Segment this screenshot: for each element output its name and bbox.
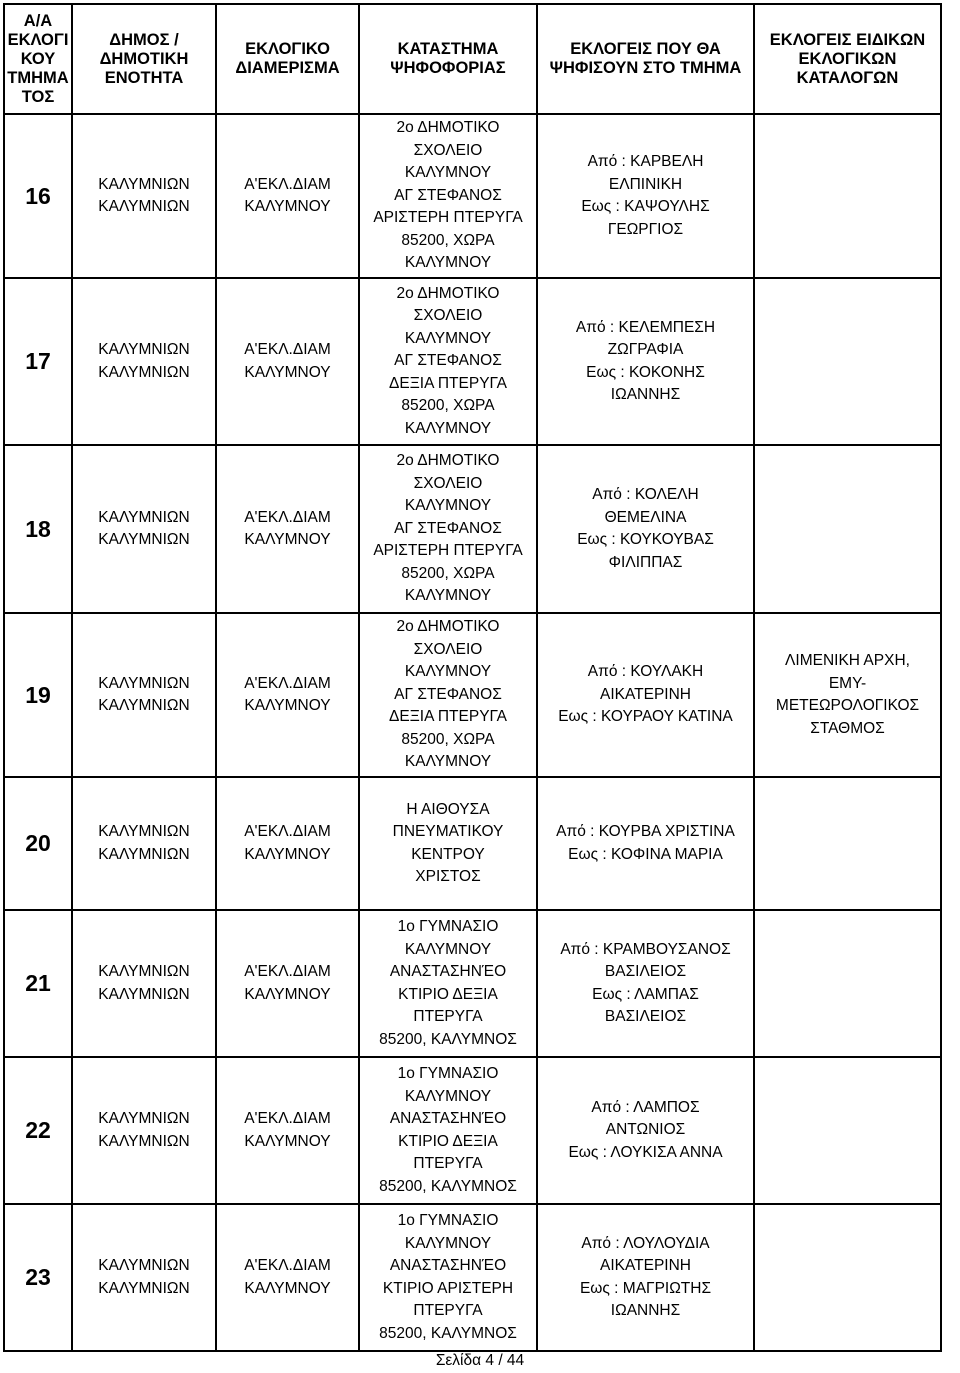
cell-line: Από : ΚΕΛΕΜΠΕΣΗ xyxy=(575,318,716,336)
cell-line: 1ο ΓΥΜΝΑΣΙΟ xyxy=(397,1065,499,1082)
cell-line: ΚΑΛΥΜΝΙΩΝ xyxy=(98,823,190,840)
cell-line: ΚΑΛΥΜΝΙΩΝ xyxy=(98,845,190,863)
table-row xyxy=(4,613,941,777)
cell-line: Εως : ΚΟΚΟΝΗΣ xyxy=(586,363,705,381)
cell-line: ΣΧΟΛΕΙΟ xyxy=(413,141,483,159)
cell-line: ΚΑΛΥΜΝΙΩΝ xyxy=(98,531,190,548)
table-row xyxy=(4,114,941,278)
cell-line: ΑΡΙΣΤΕΡΗ ΠΤΕΡΥΓΑ xyxy=(373,209,523,227)
cell-line: ΦΙΛΙΠΠΑΣ xyxy=(608,553,683,571)
cell-line: Α'ΕΚΛ.ΔΙΑΜ xyxy=(244,1110,331,1127)
cell-line: ΑΓ ΣΤΕΦΑΝΟΣ xyxy=(394,352,502,370)
municipality-cell xyxy=(72,1057,216,1204)
cell-line: ΠΤΕΡΥΓΑ xyxy=(413,1008,483,1025)
cell-line: ΚΑΛΥΜΝΙΩΝ xyxy=(98,508,190,526)
header-electoral-district xyxy=(216,4,359,114)
cell-line: ΔΕΞΙΑ ΠΤΕΡΥΓΑ xyxy=(389,708,507,726)
cell-line: ΚΑΛΥΜΝΟΥ xyxy=(244,531,331,548)
cell-line: ΠΝΕΥΜΑΤΙΚΟΥ xyxy=(392,823,504,840)
cell-line: ΚΑΛΥΜΝΟΥ xyxy=(404,663,492,681)
cell-line: ΚΟΥ xyxy=(20,49,56,68)
cell-line: ΚΑΛΥΜΝΟΥ xyxy=(244,697,331,714)
cell-line: ΑΓ ΣΤΕΦΑΝΟΣ xyxy=(394,186,502,204)
polling-station-cell xyxy=(359,1204,537,1351)
cell-line: ΚΑΛΥΜΝΟΥ xyxy=(244,1279,331,1297)
cell-line: ΕΚΛΟΓΙΚΟ xyxy=(245,40,330,58)
voters-range-cell xyxy=(537,613,754,777)
cell-line: ΑΝΑΣΤΑΣΗΝΈΟ xyxy=(389,1257,507,1274)
cell-line: ΚΑΛΥΜΝΙΩΝ xyxy=(98,341,190,358)
cell-line: 85200, ΧΩΡΑ xyxy=(401,564,495,582)
cell-line: ΧΡΙΣΤΟΣ xyxy=(415,868,481,885)
electoral-district-cell xyxy=(216,1057,359,1204)
cell-line: ΒΑΣΙΛΕΙΟΣ xyxy=(604,963,687,980)
cell-line: ΑΝΑΣΤΑΣΗΝΈΟ xyxy=(389,963,507,980)
electoral-district-cell xyxy=(216,114,359,278)
cell-line: ΕΚΛΟΓΕΙΣ ΕΙΔΙΚΩΝ xyxy=(769,30,926,49)
cell-line: ΚΑΤΑΣΤΗΜΑ xyxy=(397,40,499,58)
cell-line: ΚΑΛΥΜΝΙΩΝ xyxy=(98,1257,190,1274)
cell-line: Α'ΕΚΛ.ΔΙΑΜ xyxy=(244,963,331,980)
cell-line: ΚΑΛΥΜΝΟΥ xyxy=(244,985,331,1003)
header-row xyxy=(4,4,941,114)
special-lists-cell xyxy=(754,445,941,613)
cell-line: ΚΑΛΥΜΝΟΥ xyxy=(404,164,492,182)
cell-line: ΠΤΕΡΥΓΑ xyxy=(413,1302,483,1319)
cell-line: ΚΑΛΥΜΝΟΥ xyxy=(404,419,492,437)
section-number-cell: 21 xyxy=(4,910,72,1057)
special-lists-cell xyxy=(754,910,941,1057)
table-row xyxy=(4,1204,941,1351)
cell-line: ΕΚΛΟΓΙ xyxy=(7,30,69,49)
cell-line: ΚΑΛΥΜΝΙΩΝ xyxy=(98,198,190,215)
page-number: Σελίδα 4 / 44 xyxy=(435,1352,525,1369)
cell-line: Εως : ΛΑΜΠΑΣ xyxy=(592,985,699,1003)
cell-line: ΤΜΗΜΑ xyxy=(7,68,69,87)
cell-line: ΚΑΛΥΜΝΙΩΝ xyxy=(98,963,190,980)
cell-line: ΜΕΤΕΩΡΟΛΟΓΙΚΟΣ xyxy=(775,697,920,714)
polling-station-cell xyxy=(359,613,537,777)
special-lists-cell xyxy=(754,777,941,910)
cell-line: ΛΙΜΕΝΙΚΗ ΑΡΧΗ, xyxy=(785,652,910,669)
cell-line: 85200, ΚΑΛΥΜΝΟΣ xyxy=(379,1177,517,1195)
section-number-cell: 17 xyxy=(4,278,72,445)
voters-range-cell xyxy=(537,777,754,910)
voters-range-cell xyxy=(537,278,754,445)
cell-line: ΚΑΛΥΜΝΟΥ xyxy=(244,198,331,215)
cell-line: ΚΑΛΥΜΝΙΩΝ xyxy=(98,985,190,1003)
cell-line: Α'ΕΚΛ.ΔΙΑΜ xyxy=(244,1257,331,1274)
cell-line: ΕΚΛΟΓΙΚΩΝ xyxy=(798,49,897,68)
cell-line: Από : ΚΑΡΒΕΛΗ xyxy=(587,153,704,170)
electoral-district-cell xyxy=(216,1204,359,1351)
polling-station-cell xyxy=(359,777,537,910)
polling-station-cell xyxy=(359,1057,537,1204)
cell-line: ΕΝΟΤΗΤΑ xyxy=(104,68,184,87)
voters-range-cell xyxy=(537,445,754,613)
special-lists-cell xyxy=(754,278,941,445)
cell-line: 85200, ΧΩΡΑ xyxy=(401,231,495,249)
cell-line: 1ο ΓΥΜΝΑΣΙΟ xyxy=(397,918,499,935)
section-number-cell: 16 xyxy=(4,114,72,278)
cell-line: 85200, ΚΑΛΥΜΝΟΣ xyxy=(379,1324,517,1342)
cell-line: ΚΑΛΥΜΝΟΥ xyxy=(404,587,492,605)
cell-line: 1ο ΓΥΜΝΑΣΙΟ xyxy=(397,1212,499,1229)
cell-line: ΘΕΜΕΛΙΝΑ xyxy=(604,508,687,526)
cell-line: ΣΧΟΛΕΙΟ xyxy=(413,307,483,325)
polling-stations-table xyxy=(3,3,942,1352)
cell-line: ΨΗΦΟΦΟΡΙΑΣ xyxy=(390,59,506,77)
cell-line: 2ο ΔΗΜΟΤΙΚΟ xyxy=(396,618,500,636)
cell-line: ΣΤΑΘΜΟΣ xyxy=(810,719,885,737)
cell-line: Από : ΚΡΑΜΒΟΥΣΑΝΟΣ xyxy=(560,940,731,958)
cell-line: ΚΤΙΡΙΟ ΑΡΙΣΤΕΡΗ xyxy=(382,1279,514,1297)
cell-line: Α'ΕΚΛ.ΔΙΑΜ xyxy=(244,175,331,193)
cell-line: Α'ΕΚΛ.ΔΙΑΜ xyxy=(244,823,331,840)
cell-line: ΑΝΑΣΤΑΣΗΝΈΟ xyxy=(389,1110,507,1127)
cell-line: ΚΑΛΥΜΝΙΩΝ xyxy=(98,1132,190,1150)
voters-range-cell xyxy=(537,1204,754,1351)
table-row xyxy=(4,278,941,445)
cell-line: ΑΙΚΑΤΕΡΙΝΗ xyxy=(599,685,691,703)
electoral-district-cell xyxy=(216,777,359,910)
cell-line: ΚΑΛΥΜΝΙΩΝ xyxy=(98,363,190,381)
cell-line: ΨΗΦΙΣΟΥΝ ΣΤΟ ΤΜΗΜΑ xyxy=(549,59,742,77)
cell-line: ΚΑΛΥΜΝΟΥ xyxy=(404,1234,492,1252)
cell-line: ΠΤΕΡΥΓΑ xyxy=(413,1155,483,1172)
voters-range-cell xyxy=(537,910,754,1057)
cell-line: ΙΩΑΝΝΗΣ xyxy=(610,1302,681,1319)
municipality-cell xyxy=(72,114,216,278)
cell-line: ΚΑΛΥΜΝΟΥ xyxy=(404,1087,492,1105)
cell-line: ΖΩΓΡΑΦΙΑ xyxy=(607,341,684,358)
cell-line: ΚΑΛΥΜΝΟΥ xyxy=(404,940,492,958)
cell-line: ΑΓ ΣΤΕΦΑΝΟΣ xyxy=(394,519,502,537)
cell-line: Εως : ΚΟΥΚΟΥΒΑΣ xyxy=(577,531,714,548)
cell-line: ΕΜΥ- xyxy=(828,674,867,692)
cell-line: Α'ΕΚΛ.ΔΙΑΜ xyxy=(244,674,331,692)
section-number-cell: 22 xyxy=(4,1057,72,1204)
special-lists-cell xyxy=(754,1204,941,1351)
polling-station-cell xyxy=(359,910,537,1057)
header-special-lists xyxy=(754,4,941,114)
cell-line: ΓΕΩΡΓΙΟΣ xyxy=(607,220,684,238)
electoral-district-cell xyxy=(216,445,359,613)
municipality-cell xyxy=(72,910,216,1057)
table-body xyxy=(4,114,941,1351)
electoral-district-cell xyxy=(216,278,359,445)
cell-line: ΚΑΛΥΜΝΟΥ xyxy=(404,497,492,515)
voters-range-cell xyxy=(537,114,754,278)
cell-line: Εως : ΚΑΨΟΥΛΗΣ xyxy=(581,198,710,215)
section-number-cell: 18 xyxy=(4,445,72,613)
cell-line: ΚΑΛΥΜΝΟΥ xyxy=(244,1132,331,1150)
cell-line: ΑΡΙΣΤΕΡΗ ΠΤΕΡΥΓΑ xyxy=(373,542,523,560)
header-section-number xyxy=(4,4,72,114)
cell-line: ΔΕΞΙΑ ΠΤΕΡΥΓΑ xyxy=(389,374,507,392)
header-polling-station xyxy=(359,4,537,114)
cell-line: ΚΑΛΥΜΝΙΩΝ xyxy=(98,674,190,692)
cell-line: Από : ΚΟΛΕΛΗ xyxy=(592,486,699,503)
cell-line: Εως : ΜΑΓΡΙΩΤΗΣ xyxy=(579,1279,712,1297)
cell-line: ΚΑΛΥΜΝΟΥ xyxy=(404,254,492,272)
special-lists-cell xyxy=(754,114,941,278)
cell-line: ΔΗΜΟΤΙΚΗ xyxy=(99,49,189,68)
cell-line: 2ο ΔΗΜΟΤΙΚΟ xyxy=(396,284,500,302)
polling-station-cell xyxy=(359,114,537,278)
cell-line: Από : ΚΟΥΡΒΑ ΧΡΙΣΤΙΝΑ xyxy=(556,823,735,840)
municipality-cell xyxy=(72,445,216,613)
cell-line: Α/Α xyxy=(23,11,53,30)
cell-line: Εως : ΛΟΥΚΙΣΑ ΑΝΝΑ xyxy=(568,1143,723,1161)
header-voters-range xyxy=(537,4,754,114)
municipality-cell xyxy=(72,278,216,445)
cell-line: ΙΩΑΝΝΗΣ xyxy=(610,386,681,403)
cell-line: Από : ΚΟΥΛΑΚΗ xyxy=(587,663,704,681)
cell-line: 2ο ΔΗΜΟΤΙΚΟ xyxy=(396,119,500,137)
cell-line: ΚΤΙΡΙΟ ΔΕΞΙΑ xyxy=(398,985,498,1003)
table-row xyxy=(4,445,941,613)
cell-line: ΔΙΑΜΕΡΙΣΜΑ xyxy=(235,59,340,77)
cell-line: ΚΑΛΥΜΝΙΩΝ xyxy=(98,1110,190,1127)
special-lists-cell xyxy=(754,613,941,777)
cell-line: ΚΑΛΥΜΝΟΥ xyxy=(404,753,492,771)
cell-line: ΣΧΟΛΕΙΟ xyxy=(413,474,483,492)
table-row xyxy=(4,777,941,910)
cell-line: ΚΑΤΑΛΟΓΩΝ xyxy=(796,68,899,87)
cell-line: 2ο ΔΗΜΟΤΙΚΟ xyxy=(396,452,500,470)
cell-line: ΕΛΠΙΝΙΚΗ xyxy=(608,175,683,193)
municipality-cell xyxy=(72,613,216,777)
cell-line: ΚΑΛΥΜΝΙΩΝ xyxy=(98,1279,190,1297)
voters-range-cell xyxy=(537,1057,754,1204)
cell-line: Εως : ΚΟΦΙΝΑ ΜΑΡΙΑ xyxy=(568,845,723,863)
polling-station-cell xyxy=(359,278,537,445)
cell-line: ΚΕΝΤΡΟΥ xyxy=(411,845,485,863)
table-row xyxy=(4,1057,941,1204)
cell-line: ΚΑΛΥΜΝΙΩΝ xyxy=(98,175,190,193)
electoral-district-cell xyxy=(216,613,359,777)
section-number-cell: 19 xyxy=(4,613,72,777)
cell-line: ΑΓ ΣΤΕΦΑΝΟΣ xyxy=(394,685,502,703)
cell-line: ΣΧΟΛΕΙΟ xyxy=(413,640,483,658)
special-lists-cell xyxy=(754,1057,941,1204)
municipality-cell xyxy=(72,777,216,910)
cell-line: ΑΙΚΑΤΕΡΙΝΗ xyxy=(599,1257,691,1274)
cell-line: Α'ΕΚΛ.ΔΙΑΜ xyxy=(244,341,331,358)
electoral-district-cell xyxy=(216,910,359,1057)
cell-line: Α'ΕΚΛ.ΔΙΑΜ xyxy=(244,508,331,526)
cell-line: ΚΑΛΥΜΝΙΩΝ xyxy=(98,697,190,714)
cell-line: 85200, ΧΩΡΑ xyxy=(401,730,495,748)
cell-line: ΚΑΛΥΜΝΟΥ xyxy=(404,329,492,347)
cell-line: ΚΑΛΥΜΝΟΥ xyxy=(244,363,331,381)
cell-line: ΤΟΣ xyxy=(21,87,55,106)
section-number-cell: 23 xyxy=(4,1204,72,1351)
cell-line: 85200, ΧΩΡΑ xyxy=(401,397,495,415)
cell-line: Εως : ΚΟΥΡΑΟΥ ΚΑΤΙΝΑ xyxy=(558,708,733,726)
cell-line: ΚΤΙΡΙΟ ΔΕΞΙΑ xyxy=(398,1132,498,1150)
section-number-cell: 20 xyxy=(4,777,72,910)
cell-line: ΔΗΜΟΣ / xyxy=(109,30,179,49)
cell-line: ΒΑΣΙΛΕΙΟΣ xyxy=(604,1008,687,1025)
cell-line: ΕΚΛΟΓΕΙΣ ΠΟΥ ΘΑ xyxy=(570,40,721,58)
cell-line: ΑΝΤΩΝΙΟΣ xyxy=(605,1121,686,1139)
municipality-cell xyxy=(72,1204,216,1351)
cell-line: ΚΑΛΥΜΝΟΥ xyxy=(244,845,331,863)
cell-line: Από : ΛΑΜΠΟΣ xyxy=(591,1098,700,1116)
cell-line: Η ΑΙΘΟΥΣΑ xyxy=(406,800,490,818)
table-row xyxy=(4,910,941,1057)
polling-station-cell xyxy=(359,445,537,613)
cell-line: 85200, ΚΑΛΥΜΝΟΣ xyxy=(379,1030,517,1048)
cell-line: Από : ΛΟΥΛΟΥΔΙΑ xyxy=(581,1234,710,1252)
header-municipality xyxy=(72,4,216,114)
